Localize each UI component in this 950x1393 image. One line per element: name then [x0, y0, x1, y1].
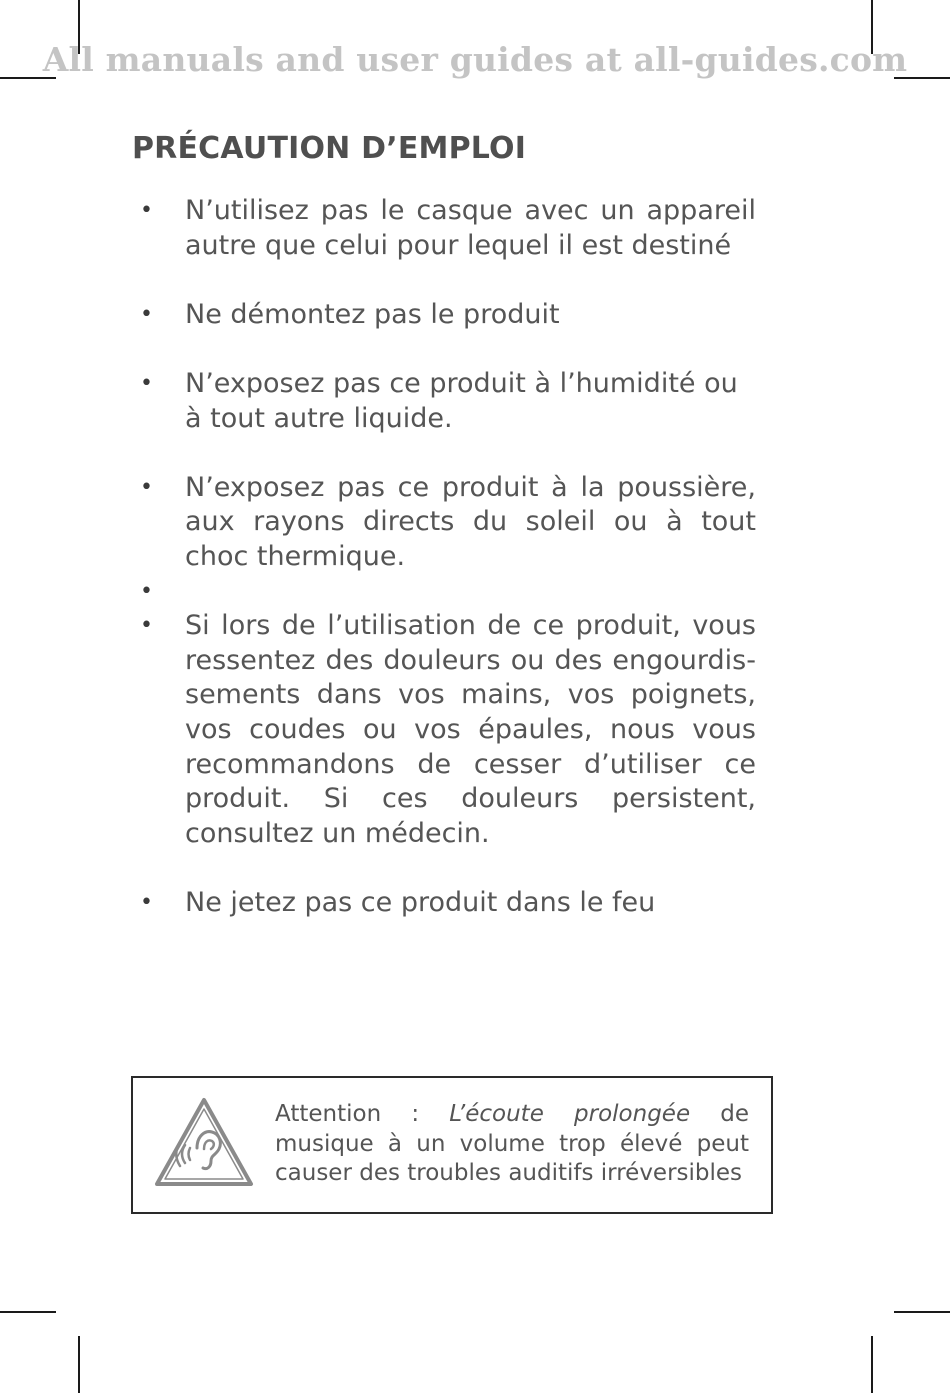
crop-mark [78, 1336, 80, 1393]
bullet-icon: • [140, 474, 153, 500]
hearing-warning-icon [153, 1096, 255, 1190]
bullet-icon: • [140, 198, 153, 223]
list-item-text: N’exposez pas ce produit à l’humidité ou à tout autre liquide. [185, 367, 738, 434]
bullet-icon: • [140, 301, 153, 327]
warning-line [275, 1100, 749, 1130]
warning-line-tail: de [720, 1101, 750, 1127]
list-item [132, 886, 756, 921]
crop-mark [894, 1311, 950, 1313]
list-item [132, 575, 756, 610]
watermark: All manuals and user guides at all-guides.com [42, 40, 908, 79]
list-item-text: Ne jetez pas ce produit dans le feu [185, 886, 656, 918]
list-item-text: N’utilisez pas le casque avec un appareil autre que celui pour lequel il est destiné [185, 195, 756, 261]
bullet-icon: • [140, 889, 153, 915]
crop-mark [871, 1336, 873, 1393]
warning-label: Attention : [275, 1101, 420, 1127]
list-item-text: Si lors de l’utilisation de ce produit, vous ressentez des douleurs ou des engourdis-sements dans vos mains, vos poignets, vos coudes ou vos épaules, nous vous recommandons de cesser d’utiliser ce produit. Si ces douleurs persistent, consultez un médecin. [185, 610, 756, 849]
crop-mark [0, 1311, 56, 1313]
list-item [132, 367, 756, 436]
warning-line: musique à un volume trop élevé peut [275, 1130, 749, 1157]
warning-emphasis: L’écoute prolongée [449, 1101, 691, 1127]
list-item [132, 298, 756, 333]
bullet-icon: • [140, 370, 153, 396]
list-item [132, 471, 756, 575]
bullet-icon: • [140, 613, 153, 639]
page-title: PRÉCAUTION D’EMPLOI [132, 131, 527, 166]
list-item [132, 609, 756, 851]
warning-line: causer des troubles auditifs irréversibles [275, 1160, 743, 1186]
list-item [132, 194, 756, 263]
bullet-icon: • [140, 578, 153, 604]
list-item-text: N’exposez pas ce produit à la poussière, aux rayons directs du soleil ou à tout choc thermique. [185, 471, 756, 572]
precaution-list [132, 194, 756, 920]
hearing-warning-text [275, 1100, 749, 1189]
hearing-warning-box [131, 1076, 773, 1214]
list-item-text: Ne démontez pas le produit [185, 298, 560, 330]
